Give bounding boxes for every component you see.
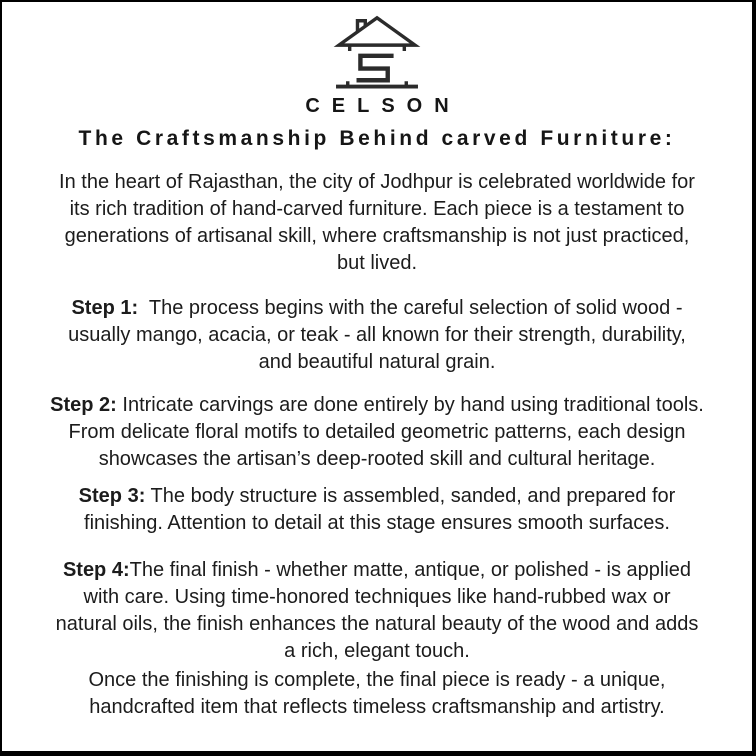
step-line: finishing. Attention to detail at this stage ensures smooth surfaces.	[84, 512, 670, 534]
intro-line: In the heart of Rajasthan, the city of Jodhpur is celebrated worldwide for	[59, 171, 695, 193]
house-s-monogram-icon	[327, 10, 427, 90]
step-line: showcases the artisan’s deep-rooted skill and cultural heritage.	[98, 448, 656, 470]
step-line	[22, 295, 732, 322]
step-1-paragraph	[22, 295, 732, 376]
step-4-paragraph	[22, 557, 732, 665]
step-line: and beautiful natural grain.	[258, 351, 496, 373]
step-line: usually mango, acacia, or teak - all known for their strength, durability,	[68, 324, 686, 346]
step-3-text: The body structure is assembled, sanded, and prepared for	[145, 485, 676, 507]
brand-name: CELSON	[305, 95, 461, 117]
step-line	[22, 483, 732, 510]
intro-line: generations of artisanal skill, where craftsmanship is not just practiced,	[64, 225, 690, 247]
step-line	[22, 392, 732, 419]
step-line: From delicate floral motifs to detailed geometric patterns, each design	[68, 421, 686, 443]
step-3-paragraph	[22, 483, 732, 537]
step-1-label: Step 1:	[71, 297, 139, 319]
step-line: natural oils, the finish enhances the natural beauty of the wood and adds	[55, 613, 699, 635]
step-2-label: Step 2:	[50, 394, 117, 416]
intro-line: but lived.	[336, 252, 418, 274]
step-3-label: Step 3:	[78, 485, 146, 507]
step-1-text: The process begins with the careful selection of solid wood -	[138, 297, 683, 319]
intro-paragraph	[22, 169, 732, 277]
step-2-text: Intricate carvings are done entirely by hand using traditional tools.	[116, 394, 704, 416]
outro-paragraph	[22, 667, 732, 721]
logo-container	[22, 10, 732, 90]
step-line: a rich, elegant touch.	[284, 640, 470, 662]
outro-line: Once the finishing is complete, the final piece is ready - a unique,	[88, 669, 666, 691]
outro-line: handcrafted item that reflects timeless craftsmanship and artistry.	[89, 696, 665, 718]
step-4-label: Step 4:	[62, 559, 130, 581]
intro-line: its rich tradition of hand-carved furniture. Each piece is a testament to	[69, 198, 685, 220]
step-line	[22, 557, 732, 584]
step-2-paragraph	[22, 392, 732, 473]
step-4-text: The final finish - whether matte, antique, or polished - is applied	[129, 559, 692, 581]
step-line: with care. Using time-honored techniques like hand-rubbed wax or	[83, 586, 671, 608]
page-heading: The Craftsmanship Behind carved Furniture:	[78, 127, 676, 150]
